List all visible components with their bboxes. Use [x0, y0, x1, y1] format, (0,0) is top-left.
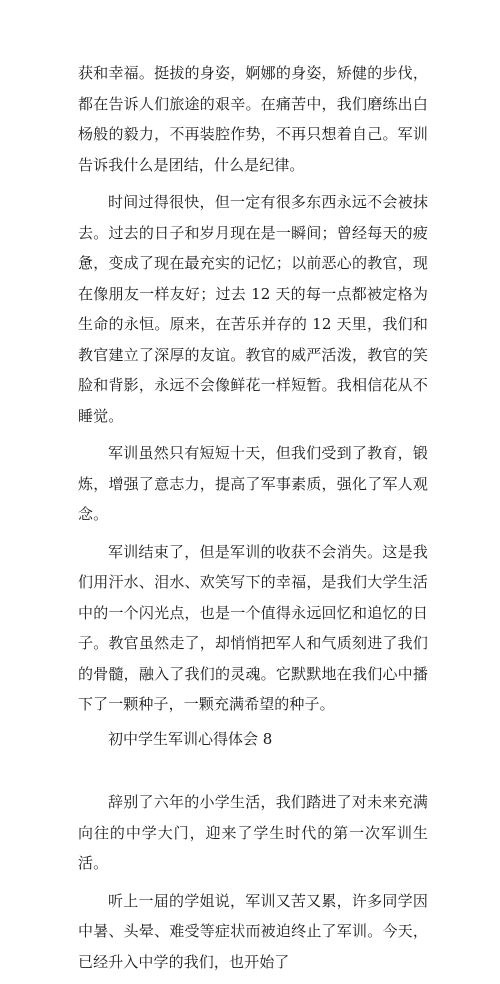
paragraph-2: 时间过得很快，但一定有很多东西永远不会被抹去。过去的日子和岁月现在是一瞬间；曾经每天的疲惫，变成了现在最充实的记忆；以前恶心的教官，现在像朋友一样友好；过去 12 天的每一点都被定格为生命的永恒。原来，在苦乐并存的 12 天里，我们和教官建立了深厚的友谊。教官的威严活泼，教官的笑脸和背影，永远不会像鲜花一样短暂。我相信花从不睡觉。: [78, 193, 428, 425]
section-heading: 初中学生军训心得体会 8: [108, 729, 273, 748]
paragraph-5: 辞别了六年的小学生活，我们踏进了对未来充满向往的中学大门，迎来了学生时代的第一次军训生活。: [78, 793, 428, 872]
paragraph-1: 获和幸福。挺拔的身姿，婀娜的身姿，矫健的步伐，都在告诉人们旅途的艰辛。在痛苦中，我们磨练出白杨般的毅力，不再装腔作势，不再只想着自己。军训告诉我什么是团结，什么是纪律。: [78, 64, 428, 174]
paragraph-4: 军训结束了，但是军训的收获不会消失。这是我们用汗水、泪水、欢笑写下的幸福，是我们大学生活中的一个闪光点，也是一个值得永远回忆和追忆的日子。教官虽然走了，却悄悄把军人和气质刻进了我们的骨髓，融入了我们的灵魂。它默默地在我们心中播下了一颗种子，一颗充满希望的种子。: [78, 542, 428, 713]
paragraph-6: 听上一届的学姐说，军训又苦又累，许多同学因中暑、头晕、难受等症状而被迫终止了军训。今天，已经升入中学的我们，也开始了: [78, 891, 428, 971]
paragraph-3: 军训虽然只有短短十天，但我们受到了教育，锻炼，增强了意志力，提高了军事素质，强化了军人观念。: [78, 444, 428, 523]
document-page: [78, 58, 428, 984]
